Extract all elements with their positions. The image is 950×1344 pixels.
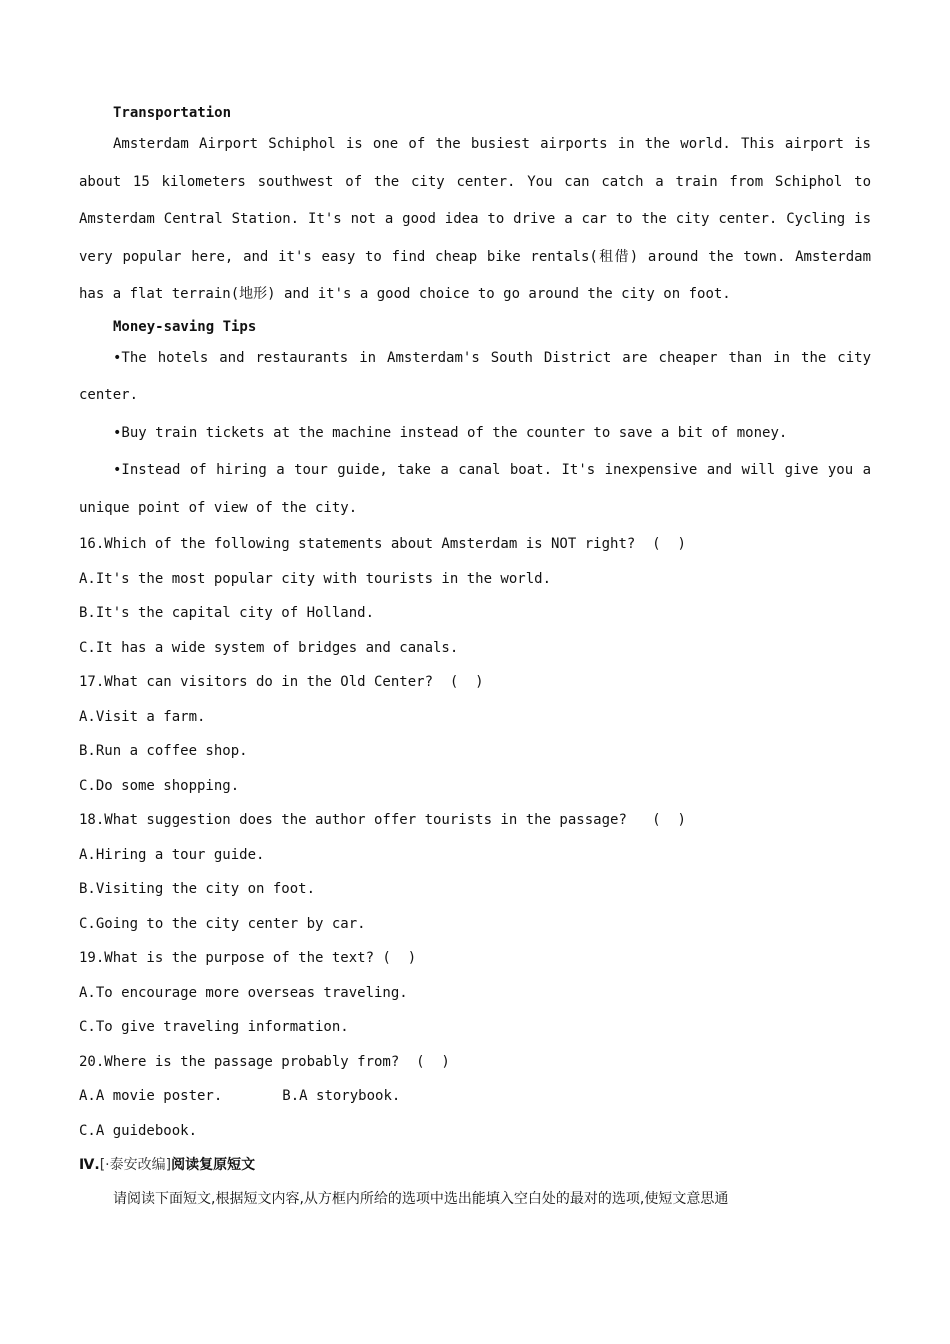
question-stem: 16.Which of the following statements about Amsterdam is NOT right? ( ): [79, 536, 686, 552]
answer-option-c: C.A guidebook.: [79, 1122, 198, 1139]
transportation-paragraph: Amsterdam Airport Schiphol is one of the busiest airports in the world. This airport is about 15 kilometers southwest of the city center. You can catch a train from Schiphol to Amsterdam Central Station. It's not a good idea to drive a car to the city center. Cycling is very popular here, and it's easy to find cheap bike rentals(租借) around the town. Amsterdam has a flat terrain(地形) and it's a good choice to go around the city on foot.: [79, 136, 871, 302]
section-iv-title: [79, 1148, 871, 1182]
answer-option-a: A.To encourage more overseas traveling.: [79, 984, 408, 1001]
tip-item: •Instead of hiring a tour guide, take a canal boat. It's inexpensive and will give you a unique point of view of the city.: [79, 462, 871, 516]
answer-option-b: B.It's the capital city of Holland.: [79, 605, 375, 621]
question-16: [79, 527, 871, 665]
tip-item: •Buy train tickets at the machine instead of the counter to save a bit of money.: [113, 424, 788, 441]
answer-option-a: A.A movie poster.: [79, 1088, 223, 1104]
section-source: [·泰安改编]: [99, 1157, 172, 1173]
answer-option-a: A.Visit a farm.: [79, 708, 206, 725]
answer-option-c: C.To give traveling information.: [79, 1019, 349, 1035]
section-title-text: 阅读复原短文: [171, 1157, 256, 1173]
question-stem: 18.What suggestion does the author offer tourists in the passage? ( ): [79, 812, 686, 828]
question-19: [79, 941, 871, 1045]
question-stem: 17.What can visitors do in the Old Center? ( ): [79, 674, 484, 690]
money-saving-heading: Money-saving Tips: [113, 318, 257, 335]
answer-option-a: A.Hiring a tour guide.: [79, 846, 265, 863]
answer-option-c: C.It has a wide system of bridges and canals.: [79, 639, 459, 656]
answer-option-b: B.Visiting the city on foot.: [79, 881, 316, 897]
answer-option-a: A.It's the most popular city with tourists in the world.: [79, 570, 552, 587]
question-stem: 19.What is the purpose of the text? ( ): [79, 950, 417, 966]
option-spacer: [222, 1079, 282, 1114]
answer-option-c: C.Going to the city center by car.: [79, 915, 366, 932]
answer-option-b: B.A storybook.: [282, 1088, 401, 1104]
document-page: [79, 100, 871, 1216]
question-stem: 20.Where is the passage probably from? ( ): [79, 1053, 450, 1070]
answer-option-c: C.Do some shopping.: [79, 777, 240, 794]
answer-options-row: [79, 1079, 871, 1114]
question-20: [79, 1045, 871, 1149]
tip-item: •The hotels and restaurants in Amsterdam's South District are cheaper than in the city center.: [79, 349, 871, 403]
section-number: Ⅳ.: [79, 1157, 100, 1173]
question-17: [79, 665, 871, 803]
question-18: [79, 803, 871, 941]
transportation-heading: Transportation: [113, 105, 232, 121]
answer-option-b: B.Run a coffee shop.: [79, 743, 248, 759]
section-instruction: 请阅读下面短文,根据短文内容,从方框内所给的选项中选出能填入空白处的最对的选项,使短文意思通: [113, 1191, 729, 1207]
